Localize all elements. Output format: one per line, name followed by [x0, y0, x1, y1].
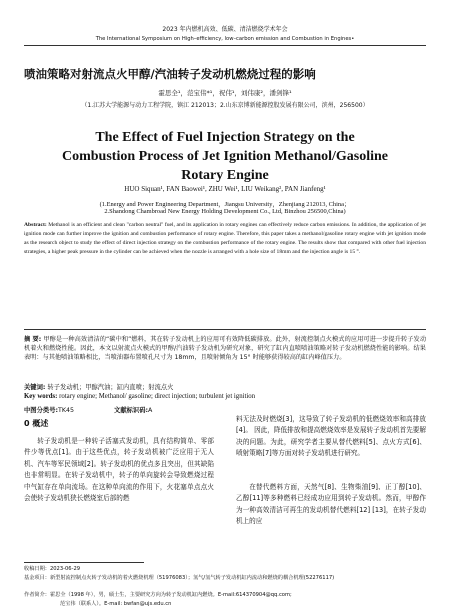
- left-column-paragraph: 转子发动机是一种转子活塞式发动机，具有结构简单、零部件少等优点[1]。由于这些优点，转子发动机被广泛应用于无人机、汽车等军民领域[2]。转子发动机的优点多且突出，但其缺陷也非常明显。在转子发动机中，转子的单向旋转会导致燃烧过程中气缸存在单向流场。在这种单向流的作用下，火花塞单点点火会使转子发动机狭长燃烧室后部的燃: [24, 437, 214, 503]
- cn-abstract-text: 甲醇是一种高效清洁的“碳中和”燃料，其在转子发动机上的应用可有效降低碳排放。此外，射流控制点火模式的应用可进一步提升转子发动机着火和燃烧性能。因此，本文以射流点火模式的甲醇/汽油转子发动机为研究对象，研究了缸内直喷喷油策略对转子发动机燃烧性能的影响。结果表明：与其他喷油策略相比，当喷油器布置喷孔尺寸为 18mm，且喷射倾角为 15° 时能够获得较高的缸内峰值压力。: [24, 336, 427, 361]
- keywords-cn: [24, 382, 173, 391]
- en-affiliation-1: (1.Energy and Power Engineering Department，Jiangsu University，Zhenjiang 212013, China；: [99, 201, 351, 208]
- cn-abstract-label: 摘 要:: [24, 336, 42, 343]
- en-authors: HUO Siquan¹, FAN Baowei¹, ZHU Wei¹, LIU Weikang², PAN Jianfeng¹: [124, 185, 326, 193]
- en-affiliation-2: 2.Shandong Chambroad New Energy Holding Development Co., Ltd, Binzhou 256500,China): [104, 208, 346, 215]
- footnote-fund: 基金项目：新型射流控制点火转子发动机的着火燃烧机理（51976083）；氢气/氢气转子发动机缸内流动和燃烧的耦合机理(52276117): [24, 575, 335, 581]
- abstract-en: [24, 221, 426, 257]
- keywords-cn-text: 转子发动机；甲醇汽油；缸内直喷；射流点火: [45, 384, 174, 391]
- keywords-en-text: rotary engine; Methanol/ gasoline; direct injection; turbulent jet ignition: [57, 393, 256, 400]
- en-title-line-1: The Effect of Fuel Injection Strategy on the: [95, 130, 355, 145]
- footnote-divider: [24, 562, 144, 563]
- right-column-paragraph-1: 料无法及时燃烧[3]，这导致了转子发动机的低燃烧效率和高排放[4]。 因此，降低排放和提高燃烧效率是发展转子发动机首先要解决的问题。为此，研究学者主要从替代燃料[5]、点火方式[6]、喷射策略[7]等方面对转子发动机进行研究。: [236, 415, 426, 458]
- doc-code-label: 文献标识码:: [114, 407, 149, 414]
- clc-label: 中图分类号:: [24, 407, 59, 414]
- abstract-divider: [24, 329, 426, 330]
- abstract-cn: [24, 335, 426, 362]
- conference-title-cn: 2023 年内燃机高效、低碳、清洁燃烧学术年会: [162, 26, 288, 33]
- cn-affiliation: （1.江苏大学能源与动力工程学院，镇江 212013；2.山东京博新能源控股发展有限公司，滨州，256500）: [81, 102, 369, 109]
- section-heading: 0 概述: [24, 419, 49, 428]
- cn-authors: 霍思全¹，范宝伟*¹，祝伟¹，刘伟康²，潘剑锋¹: [158, 89, 292, 97]
- keywords-en-label: Key words:: [24, 393, 58, 400]
- keywords-en: [24, 393, 255, 400]
- abstract-label: Abstract:: [24, 222, 47, 228]
- footnote-author: 作者简介：霍思全（1998 年），男，硕士生，主要研究方向为转子发动机缸内燃烧。E-mail:614370904@qq.com;: [24, 592, 292, 598]
- footnote-corresponding: 范宝伟（联系人）。E-mail: bwfan@ujs.edu.cn: [60, 601, 172, 607]
- en-title-line-3: Rotary Engine: [181, 168, 269, 183]
- right-column-paragraph-2: 在替代燃料方面，天然气[8]、生物柴油[9]、正丁醇[10]、乙醇[11]等多种燃料已经成功应用到转子发动机。然而，甲醇作为一种高效清洁可再生的发动机替代燃料[12] [13]，在转子发动机上的应: [236, 483, 426, 526]
- cn-title: 喷油策略对射流点火甲醇/汽油转子发动机燃烧过程的影响: [24, 67, 316, 81]
- header-divider: [24, 45, 426, 46]
- doc-code-value: A: [148, 407, 153, 414]
- en-title-line-2: Combustion Process of Jet Ignition Methanol/Gasoline: [61, 149, 389, 164]
- abstract-text: Methanol is an efficient and clean "carbon neutral" fuel, and its application in rotary engines can effectively reduce carbon emissions. In addition, the application of jet ignition mode can further improve the ignition and combustion performance of rotary engine. Therefore, this paper takes a methanol/gasoline rotary engine with jet ignition mode as the research object to study the effect of direct injection strategy on the combustion performance of the rotary engine. The results show that compared with other fuel injection strategies, a higher peak pressure in the cylinder can be achieved when the nozzle is arranged with a hole size of 18mm and the injection angle is 15 °.: [24, 222, 426, 256]
- clc-value: TK45: [58, 407, 75, 414]
- classification-line: [24, 405, 152, 414]
- conference-title-en: The International Symposium on High–efficiency, low–carbon emission and Combustion in Engines•: [95, 36, 355, 42]
- keywords-cn-label: 关键词:: [24, 384, 46, 391]
- footnote-received: 收稿日期：2023-06-29: [24, 566, 81, 572]
